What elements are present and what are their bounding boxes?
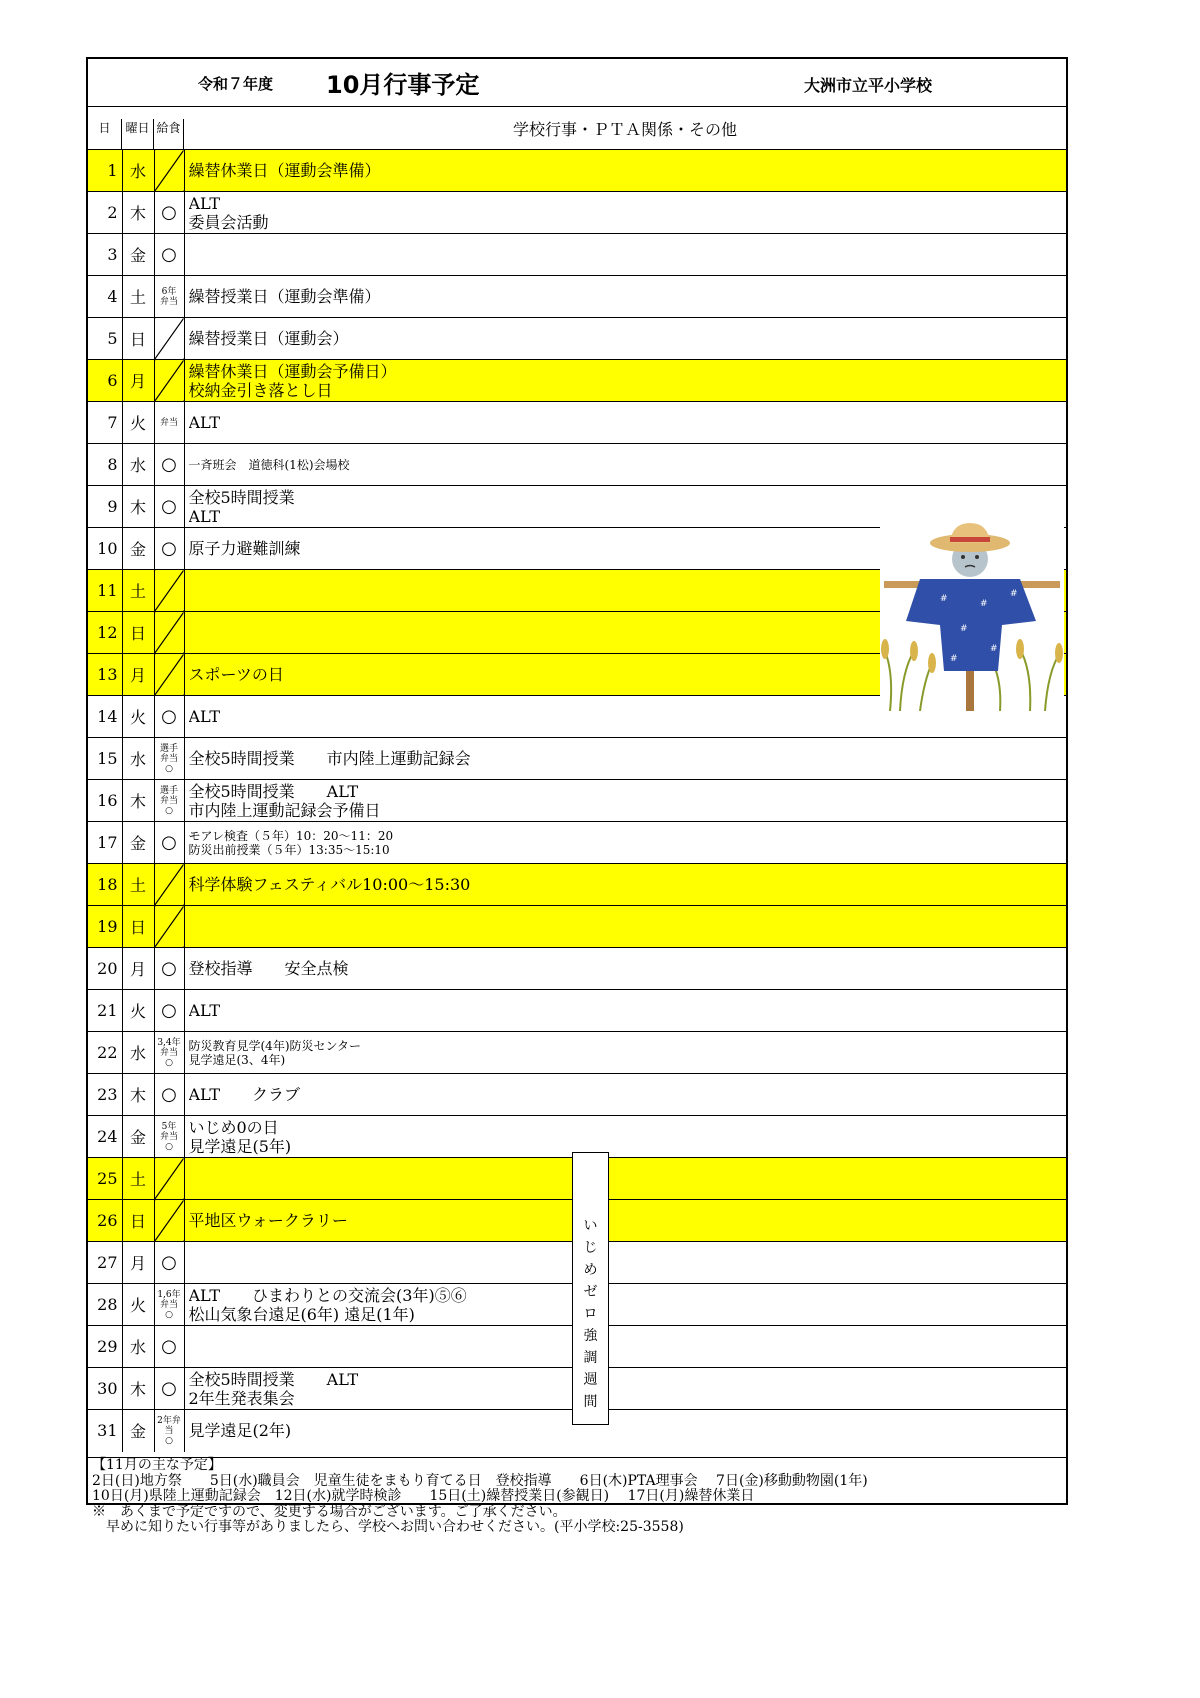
meal-cell: ○ [154, 1242, 184, 1284]
day-cell: 18 [88, 864, 122, 906]
events-cell [184, 192, 1066, 234]
meal-cell [154, 654, 184, 696]
event-text: 防災教育見学(4年)防災センター [188, 1038, 362, 1053]
weekday-cell: 金 [122, 822, 154, 864]
events-cell [184, 360, 1066, 402]
weekday-cell: 水 [122, 150, 154, 192]
day-cell: 19 [88, 906, 122, 948]
campaign-char: じ [583, 1240, 598, 1256]
event-text: 繰替授業日（運動会準備） [188, 287, 381, 306]
day-cell: 11 [88, 570, 122, 612]
day-cell: 12 [88, 612, 122, 654]
event-text: 見学遠足(3、4年) [188, 1052, 286, 1067]
weekday-cell: 土 [122, 864, 154, 906]
campaign-char: め [583, 1262, 598, 1278]
weekday-cell: 火 [122, 990, 154, 1032]
meal-cell: ○ [154, 234, 184, 276]
meal-cell: 弁当 [154, 402, 184, 444]
weekday-cell: 土 [122, 1158, 154, 1200]
events-cell [184, 234, 1066, 276]
event-text: ALT [188, 707, 221, 726]
table-row [88, 864, 1066, 906]
events-cell [184, 1158, 1066, 1200]
events-cell [184, 1368, 1066, 1410]
weekday-cell: 月 [122, 1242, 154, 1284]
svg-text:#: # [1010, 589, 1018, 599]
col-events: 学校行事・ＰＴＡ関係・その他 [512, 120, 737, 139]
weekday-cell: 月 [122, 654, 154, 696]
event-text: 一斉班会 道徳科(1松)会場校 [188, 457, 350, 472]
anti-bullying-week-box [572, 1152, 609, 1425]
weekday-cell: 日 [122, 906, 154, 948]
meal-cell: ○ [154, 192, 184, 234]
weekday-cell: 日 [122, 1200, 154, 1242]
weekday-cell: 水 [122, 444, 154, 486]
weekday-cell: 火 [122, 1284, 154, 1326]
events-cell [184, 1410, 1066, 1452]
weekday-cell: 木 [122, 486, 154, 528]
campaign-char: い [583, 1218, 598, 1234]
event-text: 繰替休業日（運動会準備） [188, 161, 381, 180]
day-cell: 7 [88, 402, 122, 444]
meal-cell [154, 150, 184, 192]
day-cell: 15 [88, 738, 122, 780]
meal-cell [154, 360, 184, 402]
weekday-cell: 金 [122, 1116, 154, 1158]
weekday-cell: 火 [122, 696, 154, 738]
meal-cell: ○ [154, 990, 184, 1032]
day-cell: 14 [88, 696, 122, 738]
meal-cell: ○ [154, 528, 184, 570]
weekday-cell: 土 [122, 276, 154, 318]
event-text: 松山気象台遠足(6年) 遠足(1年) [188, 1304, 415, 1324]
weekday-cell: 木 [122, 780, 154, 822]
day-cell: 21 [88, 990, 122, 1032]
event-text: ALT [188, 1001, 221, 1020]
header [88, 59, 1066, 107]
weekday-cell: 日 [122, 318, 154, 360]
events-cell [184, 990, 1066, 1032]
day-cell: 3 [88, 234, 122, 276]
events-cell [184, 906, 1066, 948]
table-row [88, 1074, 1066, 1116]
weekday-cell: 水 [122, 738, 154, 780]
svg-text:#: # [950, 654, 958, 664]
events-cell [184, 1074, 1066, 1116]
notes-line: 早めに知りたい行事等がありましたら、学校へお問い合わせください。(平小学校:25-3558) [92, 1519, 684, 1535]
event-text: ALT [188, 193, 221, 213]
event-text: いじめ0の日 [188, 1117, 279, 1137]
table-row [88, 192, 1066, 234]
meal-cell: ○ [154, 1074, 184, 1116]
svg-text:#: # [960, 624, 968, 634]
campaign-char: 週 [583, 1372, 598, 1388]
notes-heading: 【11月の主な予定】 [92, 1457, 222, 1473]
day-cell: 2 [88, 192, 122, 234]
event-text: ALT ひまわりとの交流会(3年)⑤⑥ [188, 1285, 467, 1305]
event-text: 科学体験フェスティバル10:00～15:30 [188, 875, 471, 894]
table-row [88, 948, 1066, 990]
day-cell: 20 [88, 948, 122, 990]
campaign-char: ゼ [583, 1284, 598, 1300]
day-cell: 5 [88, 318, 122, 360]
table-row [88, 906, 1066, 948]
meal-cell [154, 1200, 184, 1242]
event-text: ALT [188, 506, 221, 526]
campaign-char: 強 [583, 1328, 598, 1344]
page-title: 10月行事予定 [326, 71, 480, 99]
day-cell: 13 [88, 654, 122, 696]
notes-line: ※ あくまで予定ですので、変更する場合がございます。ご了承ください。 [92, 1503, 567, 1520]
meal-cell: ○ [154, 696, 184, 738]
meal-cell: 1,6年 弁当 ○ [154, 1284, 184, 1326]
event-text: 全校5時間授業 [188, 487, 295, 507]
table-row [88, 402, 1066, 444]
day-cell: 23 [88, 1074, 122, 1116]
event-text: 全校5時間授業 市内陸上運動記録会 [188, 749, 471, 768]
meal-cell [154, 612, 184, 654]
event-text: 平地区ウォークラリー [188, 1211, 348, 1230]
meal-cell: 5年 弁当 ○ [154, 1116, 184, 1158]
notes [88, 1457, 1066, 1535]
notes-line: 2日(日)地方祭 5日(水)職員会 児童生徒をまもり育てる日 登校指導 6日(木)PTA理事会 7日(金)移動動物園(1年) [92, 1472, 868, 1489]
weekday-cell: 土 [122, 570, 154, 612]
weekday-cell: 水 [122, 1326, 154, 1368]
event-text: 繰替休業日（運動会予備日） [188, 361, 397, 381]
event-text: 市内陸上運動記録会予備日 [188, 800, 381, 820]
table-row [88, 276, 1066, 318]
meal-cell: ○ [154, 948, 184, 990]
day-cell: 27 [88, 1242, 122, 1284]
column-header [88, 107, 1066, 149]
weekday-cell: 木 [122, 192, 154, 234]
day-cell: 28 [88, 1284, 122, 1326]
day-cell: 16 [88, 780, 122, 822]
day-cell: 24 [88, 1116, 122, 1158]
day-cell: 9 [88, 486, 122, 528]
events-cell [184, 948, 1066, 990]
col-weekday: 曜日 [122, 119, 154, 161]
events-cell [184, 402, 1066, 444]
weekday-cell: 金 [122, 234, 154, 276]
meal-cell: ○ [154, 822, 184, 864]
events-cell [184, 1326, 1066, 1368]
events-cell [184, 738, 1066, 780]
weekday-cell: 火 [122, 402, 154, 444]
event-text: 見学遠足(5年) [188, 1136, 292, 1156]
campaign-char: 間 [583, 1394, 598, 1410]
table-row [88, 318, 1066, 360]
weekday-cell: 金 [122, 1410, 154, 1452]
svg-text:#: # [940, 594, 948, 604]
day-cell: 30 [88, 1368, 122, 1410]
day-cell: 1 [88, 150, 122, 192]
events-cell [184, 1242, 1066, 1284]
table-row [88, 150, 1066, 192]
day-cell: 22 [88, 1032, 122, 1074]
event-text: モアレ検査（５年）10：20～11：20 [188, 828, 394, 843]
meal-cell: ○ [154, 1368, 184, 1410]
day-cell: 26 [88, 1200, 122, 1242]
fiscal-year: 令和７年度 [198, 75, 274, 93]
col-day: 日 [88, 119, 122, 161]
events-cell [184, 276, 1066, 318]
meal-cell: ○ [154, 486, 184, 528]
scarecrow-illustration [880, 521, 1064, 711]
event-text: 原子力避難訓練 [188, 539, 301, 558]
events-cell [184, 1200, 1066, 1242]
events-cell [184, 444, 1066, 486]
meal-cell: 2年弁 当 ○ [154, 1410, 184, 1452]
events-cell [184, 1116, 1066, 1158]
table-row [88, 822, 1066, 864]
event-text: 2年生発表集会 [188, 1388, 295, 1408]
weekday-cell: 水 [122, 1032, 154, 1074]
event-text: 登校指導 安全点検 [188, 959, 349, 978]
table-row [88, 444, 1066, 486]
event-text: 見学遠足(2年) [188, 1421, 292, 1441]
schedule-sheet [86, 57, 1068, 1535]
event-text: 委員会活動 [188, 212, 269, 232]
events-cell [184, 780, 1066, 822]
table-row [88, 738, 1066, 780]
day-cell: 25 [88, 1158, 122, 1200]
meal-cell: 3,4年 弁当 ○ [154, 1032, 184, 1074]
meal-cell: 選手 弁当 ○ [154, 738, 184, 780]
day-cell: 8 [88, 444, 122, 486]
weekday-cell: 金 [122, 528, 154, 570]
event-text: 全校5時間授業 ALT [188, 781, 359, 801]
events-cell [184, 864, 1066, 906]
table-row [88, 234, 1066, 276]
table-row [88, 1032, 1066, 1074]
meal-cell [154, 864, 184, 906]
campaign-char: ロ [583, 1306, 598, 1322]
weekday-cell: 月 [122, 948, 154, 990]
event-text: ALT [188, 413, 221, 432]
event-text: スポーツの日 [188, 665, 284, 684]
event-text: 全校5時間授業 ALT [188, 1369, 359, 1389]
notes-line: 10日(月)県陸上運動記録会 12日(水)就学時検診 15日(土)繰替授業日(参観日) 17日(月)繰替休業日 [92, 1488, 755, 1504]
col-meal: 給食 [154, 119, 184, 161]
table-row [88, 990, 1066, 1032]
events-cell [184, 318, 1066, 360]
meal-cell [154, 1158, 184, 1200]
day-cell: 17 [88, 822, 122, 864]
events-cell [184, 150, 1066, 192]
events-cell [184, 1284, 1066, 1326]
weekday-cell: 木 [122, 1074, 154, 1116]
meal-cell: 選手 弁当 ○ [154, 780, 184, 822]
weekday-cell: 木 [122, 1368, 154, 1410]
meal-cell: 6年 弁当 [154, 276, 184, 318]
event-text: 校納金引き落とし日 [188, 380, 333, 400]
svg-text:#: # [990, 644, 998, 654]
meal-cell: ○ [154, 444, 184, 486]
day-cell: 6 [88, 360, 122, 402]
event-text: 防災出前授業（５年）13:35～15:10 [188, 842, 390, 857]
meal-cell [154, 570, 184, 612]
event-text: ALT クラブ [188, 1085, 301, 1104]
meal-cell [154, 906, 184, 948]
events-cell [184, 822, 1066, 864]
svg-text:#: # [980, 599, 988, 609]
meal-cell [154, 318, 184, 360]
table-row [88, 780, 1066, 822]
day-cell: 4 [88, 276, 122, 318]
campaign-char: 調 [583, 1350, 598, 1366]
table-row [88, 360, 1066, 402]
events-cell [184, 1032, 1066, 1074]
meal-cell: ○ [154, 1326, 184, 1368]
day-cell: 31 [88, 1410, 122, 1452]
event-text: 繰替授業日（運動会） [188, 329, 349, 348]
day-cell: 10 [88, 528, 122, 570]
weekday-cell: 日 [122, 612, 154, 654]
weekday-cell: 月 [122, 360, 154, 402]
day-cell: 29 [88, 1326, 122, 1368]
school-name: 大洲市立平小学校 [804, 76, 933, 95]
